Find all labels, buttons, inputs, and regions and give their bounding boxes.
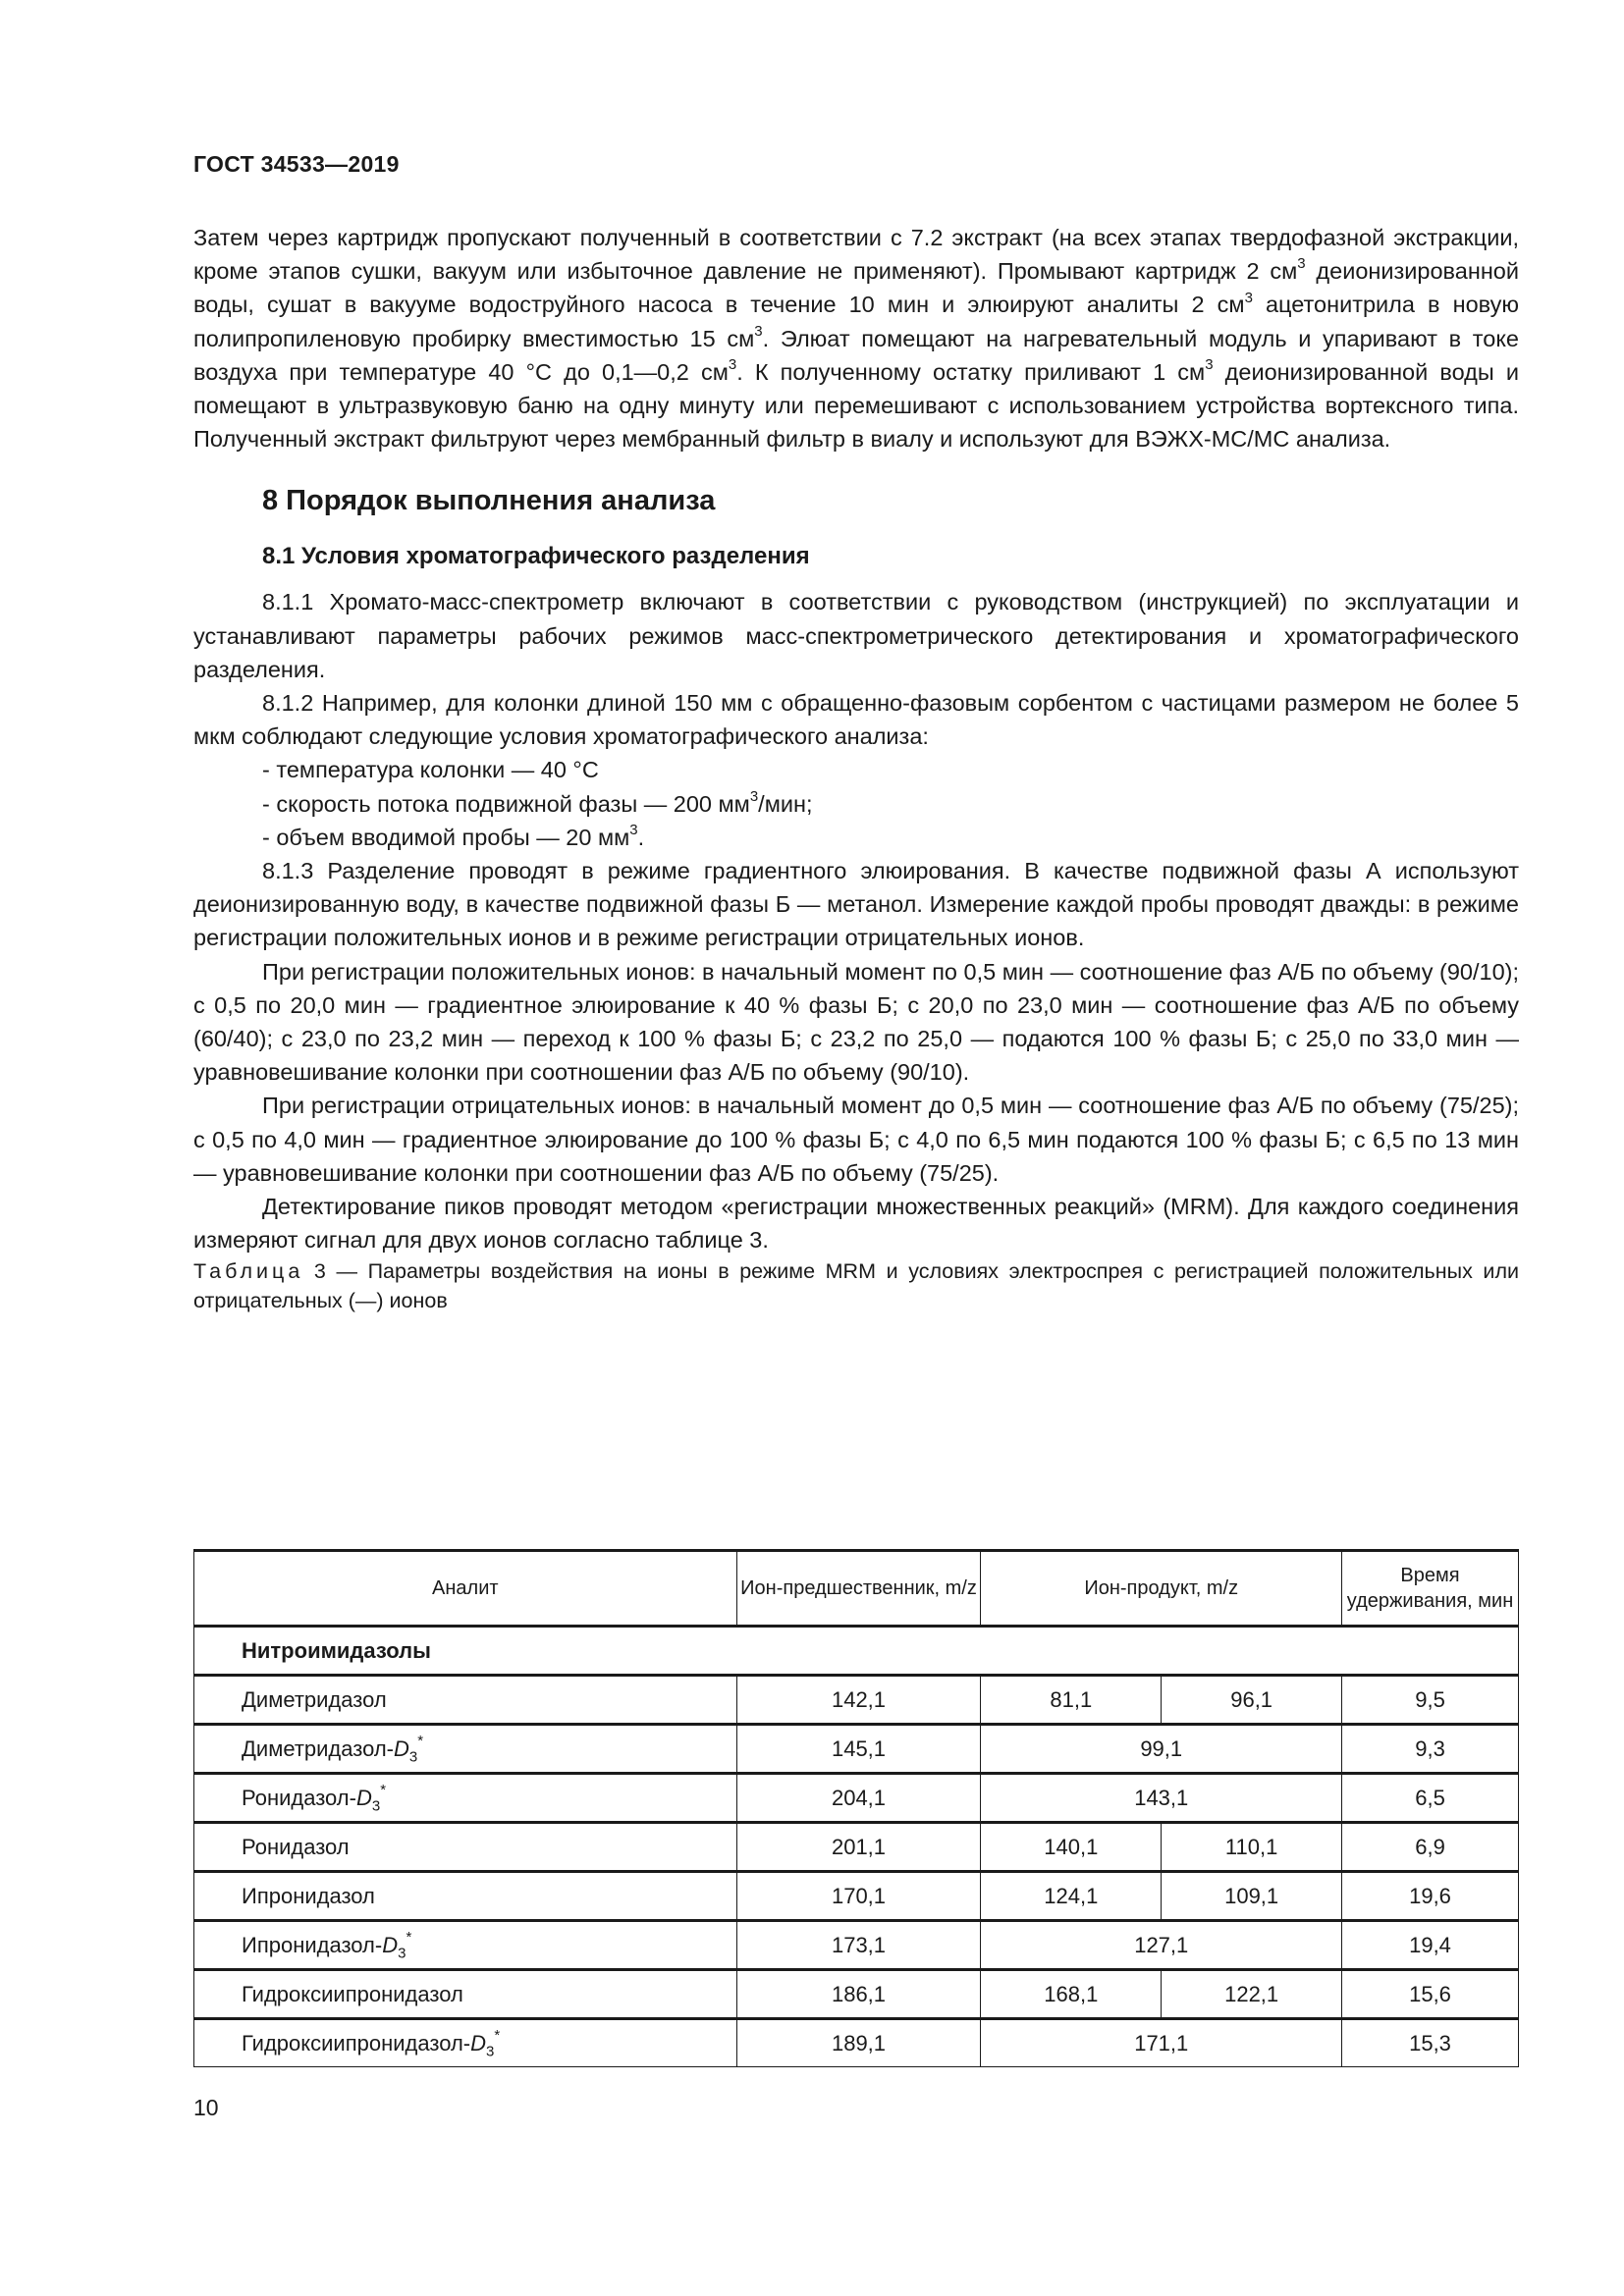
paragraph-8-1-1: 8.1.1 Хромато-масс-спектрометр включают в соответствии с руководством (инструкцией) по эксплуатации и устанавливают параметры рабочих режимов масс-спектрометрического детектирования и хроматографического разделения.: [193, 589, 1519, 682]
retention-time: 15,3: [1342, 2019, 1519, 2067]
precursor-ion: 173,1: [736, 1921, 981, 1970]
body-text: [193, 221, 1519, 1315]
retention-time: 6,9: [1342, 1823, 1519, 1872]
table-row: [194, 1823, 1519, 1872]
analyte-name: [194, 1725, 737, 1774]
footnote-star: *: [494, 2027, 501, 2045]
header-product-ion: Ион-продукт, m/z: [981, 1551, 1342, 1627]
isotope-label: D: [470, 2030, 487, 2056]
paragraph-8-1-3: 8.1.3 Разделение проводят в режиме градиентного элюирования. В качестве подвижной фазы А используют деионизированную воду, в качестве подвижной фазы Б — метанол. Измерение каждой пробы проводят дважды: в режиме регистрации положительных ионов и в режиме регистрации отрицательных ионов.: [193, 858, 1519, 951]
footnote-star: *: [406, 1929, 412, 1947]
table-row: [194, 2019, 1519, 2067]
table-3: [193, 1549, 1519, 2067]
product-ion-2: 109,1: [1162, 1872, 1342, 1921]
analyte-name: [194, 1676, 737, 1725]
document-header: ГОСТ 34533—2019: [193, 151, 400, 177]
precursor-ion: 145,1: [736, 1725, 981, 1774]
isotope-subscript: 3: [486, 2042, 495, 2059]
product-ion-1: 81,1: [981, 1676, 1162, 1725]
paragraph-mrm: Детектирование пиков проводят методом «регистрации множественных реакций» (MRM). Для каждого соединения измеряют сигнал для двух ионов согласно таблице 3.: [193, 1194, 1519, 1254]
retention-time: 9,3: [1342, 1725, 1519, 1774]
product-ion-2: 110,1: [1162, 1823, 1342, 1872]
table-3-caption: Таблица 3 — Параметры воздействия на ионы в режиме MRM и условиях электроспрея с регистрацией положительных или отрицательных (—) ионов: [193, 1259, 1519, 1313]
analyte-label: Ипронидазол: [242, 1883, 375, 1908]
condition-column-temperature: - температура колонки — 40 °С: [262, 757, 599, 783]
footnote-star: *: [417, 1733, 424, 1750]
paragraph-positive-ions: При регистрации положительных ионов: в начальный момент по 0,5 мин — соотношение фаз А/Б по объему (90/10); с 0,5 по 20,0 мин — градиентное элюирование к 40 % фазы Б; с 20,0 по 23,0 мин — соотношение фаз А/Б по объему (60/40); с 23,0 по 23,2 мин — переход к 100 % фазы Б; с 23,2 по 25,0 — подаются 100 % фазы Б; с 25,0 по 33,0 мин — уравновешивание колонки при соотношении фаз А/Б по объему (90/10).: [193, 958, 1519, 1086]
analyte-name: [194, 1921, 737, 1970]
header-analyte: Аналит: [194, 1551, 737, 1627]
precursor-ion: 201,1: [736, 1823, 981, 1872]
analyte-name: [194, 2019, 737, 2067]
product-ion-2: 122,1: [1162, 1970, 1342, 2019]
precursor-ion: 142,1: [736, 1676, 981, 1725]
table-row: [194, 1970, 1519, 2019]
precursor-ion: 189,1: [736, 2019, 981, 2067]
precursor-ion: 170,1: [736, 1872, 981, 1921]
table-row: [194, 1921, 1519, 1970]
footnote-star: *: [380, 1782, 387, 1799]
analyte-label: Диметридазол-: [242, 1735, 394, 1761]
table-row: [194, 1725, 1519, 1774]
precursor-ion: 186,1: [736, 1970, 981, 2019]
table-header-row: [194, 1551, 1519, 1627]
retention-time: 15,6: [1342, 1970, 1519, 2019]
section-8-title: 8 Порядок выполнения анализа: [262, 485, 716, 517]
precursor-ion: 204,1: [736, 1774, 981, 1823]
analyte-name: [194, 1774, 737, 1823]
analyte-name: [194, 1823, 737, 1872]
retention-time: 6,5: [1342, 1774, 1519, 1823]
page-number: 10: [193, 2095, 219, 2120]
product-ion: 143,1: [981, 1774, 1342, 1823]
analyte-label: Ронидазол-: [242, 1785, 356, 1810]
product-ion-1: 168,1: [981, 1970, 1162, 2019]
analyte-label: Гидроксиипронидазол: [242, 1981, 463, 2006]
product-ion: 171,1: [981, 2019, 1342, 2067]
isotope-label: D: [394, 1735, 409, 1761]
product-ion-1: 140,1: [981, 1823, 1162, 1872]
subsection-8-1-title: 8.1 Условия хроматографического разделения: [262, 543, 810, 570]
header-retention-time: Время удерживания, мин: [1342, 1551, 1519, 1627]
isotope-subscript: 3: [408, 1747, 418, 1765]
retention-time: 19,6: [1342, 1872, 1519, 1921]
isotope-label: D: [382, 1932, 399, 1957]
table-row: [194, 1676, 1519, 1725]
table-row: [194, 1774, 1519, 1823]
condition-injection-volume: - объем вводимой пробы — 20 $мм^3$.: [262, 822, 645, 850]
paragraph-8-1-2: 8.1.2 Например, для колонки длиной 150 мм с обращенно-фазовым сорбентом с частицами размером не более 5 мкм соблюдают следующие условия хроматографического анализа:: [193, 690, 1519, 750]
analyte-label: Гидроксиипронидазол-: [242, 2030, 471, 2056]
product-ion: 99,1: [981, 1725, 1342, 1774]
group-nitroimidazoles: Нитроимидазолы: [194, 1627, 1519, 1676]
product-ion-2: 96,1: [1162, 1676, 1342, 1725]
analyte-name: [194, 1970, 737, 2019]
analyte-label: Диметридазол: [242, 1686, 387, 1712]
isotope-label: D: [355, 1785, 372, 1810]
isotope-subscript: 3: [398, 1944, 406, 1961]
analyte-label: Ипронидазол-: [242, 1932, 383, 1957]
table-group-row: [194, 1627, 1519, 1676]
table-row: [194, 1872, 1519, 1921]
analyte-label: Ронидазол: [242, 1834, 350, 1859]
condition-flow-rate: - скорость потока подвижной фазы — 200 $мм^3$/мин;: [262, 787, 813, 817]
paragraph-spe-cartridge: Затем через картридж пропускают полученный в соответствии с 7.2 экстракт (на всех этапах твердофазной экстракции, кроме этапов сушки, вакуум или избыточное давление не применяют). Промывают картридж 2 $см^3$ деионизированной воды, сушат в вакууме водоструйного насоса в течение 10 мин и элюируют аналиты 2 $см^3$ ацетонитрила в новую полипропиленовую пробирку вместимостью 15 $см^3$. Элюат помещают на нагревательный модуль и упаривают в токе воздуха при температуре 40 °С до 0,1—0,2 $см^3$. К полученному остатку приливают 1 $см^3$ деионизированной воды и помещают в ультразвуковую баню на одну минуту или перемешивают с использованием устройства вортексного типа. Полученный экстракт фильтруют через мембранный фильтр в виалу и используют для ВЭЖХ-МС/МС анализа.: [193, 225, 1519, 453]
paragraph-negative-ions: При регистрации отрицательных ионов: в начальный момент до 0,5 мин — соотношение фаз А/Б по объему (75/25); с 0,5 по 4,0 мин — градиентное элюирование до 100 % фазы Б; с 4,0 по 6,5 мин подаются 100 % фазы Б; с 6,5 по 13 мин — уравновешивание колонки при соотношении фаз А/Б по объему (75/25).: [193, 1093, 1519, 1186]
analyte-name: [194, 1872, 737, 1921]
product-ion-1: 124,1: [981, 1872, 1162, 1921]
header-precursor-ion: Ион-предшественник, m/z: [736, 1551, 981, 1627]
retention-time: 9,5: [1342, 1676, 1519, 1725]
isotope-subscript: 3: [371, 1796, 381, 1814]
retention-time: 19,4: [1342, 1921, 1519, 1970]
product-ion: 127,1: [981, 1921, 1342, 1970]
